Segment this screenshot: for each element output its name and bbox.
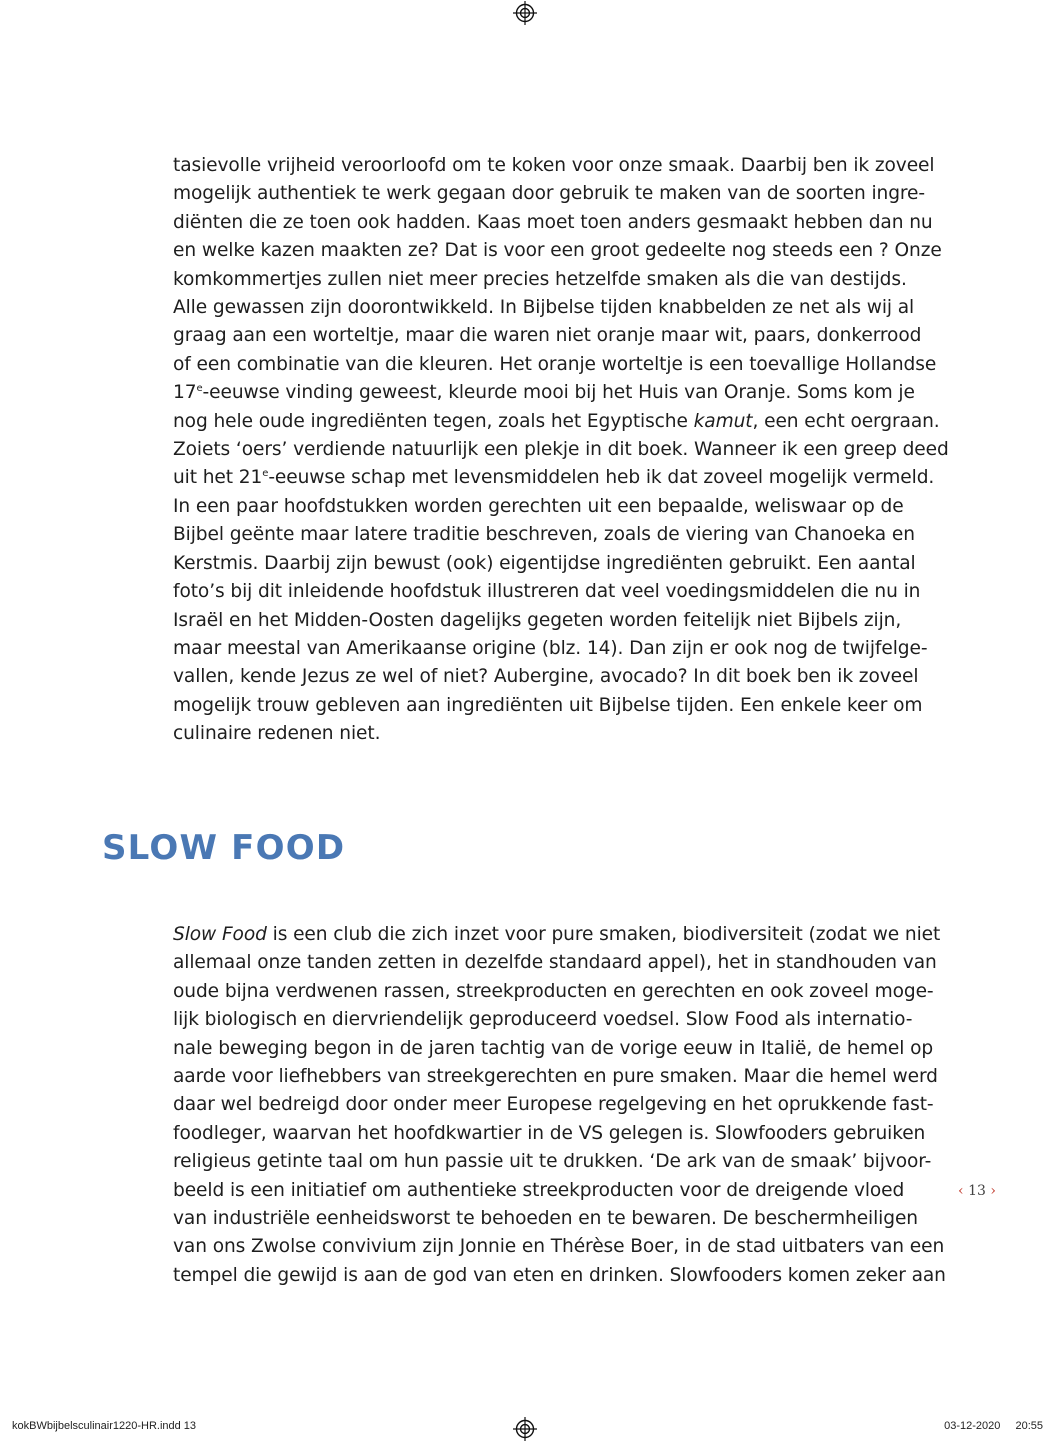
text-line [173, 1177, 905, 1205]
text-line [173, 152, 935, 180]
text-line [173, 493, 904, 521]
text-fragment: Zoiets ‘oers’ verdiende natuurlijk een plekje in dit boek. Wanneer ik een greep deed [173, 439, 949, 461]
registration-mark-icon [512, 1416, 538, 1442]
text-fragment: daar wel bedreigd door onder meer Europese regelgeving en het oprukkende fast- [173, 1094, 934, 1116]
text-line [173, 1091, 934, 1119]
text-line [173, 379, 915, 407]
text-fragment: van industriële eenheidsworst te behoeden en te bewaren. De beschermheiligen [173, 1208, 918, 1230]
slug-filename: kokBWbijbelsculinair1220-HR.indd 13 [12, 1420, 197, 1432]
text-fragment: aarde voor liefhebbers van streekgerechten en pure smaken. Maar die hemel werd [173, 1066, 938, 1088]
text-fragment: , een echt oergraan. [752, 410, 940, 432]
text-fragment: culinaire redenen niet. [173, 723, 381, 745]
text-fragment: is een club die zich inzet voor pure smaken, biodiversiteit (zodat we niet [266, 924, 941, 945]
slug-date: 03-12-2020 [944, 1420, 1001, 1432]
text-fragment: mogelijk authentiek te werk gegaan door gebruik te maken van de soorten ingre- [173, 183, 926, 205]
text-fragment: allemaal onze tanden zetten in dezelfde standaard appel), het in standhouden van [173, 952, 937, 974]
text-line [173, 180, 926, 208]
text-fragment: vallen, kende Jezus ze wel of niet? Aubergine, avocado? In dit boek ben ik zoveel [173, 666, 919, 688]
text-fragment: lijk biologisch en diervriendelijk geproduceerd voedsel. Slow Food als internatio- [173, 1009, 913, 1031]
section-heading: SLOW FOOD [102, 828, 346, 868]
text-line [173, 550, 916, 578]
text-fragment: Alle gewassen zijn doorontwikkeld. In Bijbelse tijden knabbelden ze net als wij al [173, 297, 915, 319]
text-line [173, 1006, 913, 1034]
text-fragment: foodleger, waarvan het hoofdkwartier in de VS gelegen is. Slowfooders gebruiken [173, 1122, 926, 1144]
text-line [173, 1035, 934, 1063]
text-line [173, 351, 937, 379]
text-line [173, 266, 907, 294]
text-fragment: In een paar hoofdstukken worden gerechten uit een bepaalde, weliswaar op de [173, 495, 904, 517]
text-fragment: van ons Zwolse convivium zijn Jonnie en Thérèse Boer, in de stad uitbaters van een [173, 1236, 945, 1258]
slug-datetime [932, 1420, 1043, 1432]
slug-time: 20:55 [1015, 1420, 1043, 1432]
superscript: e [196, 383, 203, 395]
text-line [173, 949, 937, 977]
text-line [173, 1063, 938, 1091]
text-line [173, 1120, 926, 1148]
text-line [173, 521, 915, 549]
text-line [173, 635, 928, 663]
text-fragment: uit het 21 [173, 467, 263, 489]
text-fragment: foto’s bij dit inleidende hoofdstuk illustreren dat veel voedingsmiddelen die nu in [173, 581, 921, 603]
text-fragment: 17 [173, 382, 197, 404]
text-fragment: diënten die ze toen ook hadden. Kaas moet toen anders gesmaakt hebben dan nu [173, 211, 933, 233]
text-fragment: Bijbel geënte maar latere traditie beschreven, zoals de viering van Chanoeka en [173, 524, 915, 546]
text-fragment: en welke kazen maakten ze? Dat is voor een groot gedeelte nog steeds een ? Onze [173, 240, 942, 262]
text-fragment: oude bijna verdwenen rassen, streekproducten en gerechten en ook zoveel moge- [173, 980, 934, 1002]
text-fragment: tasievolle vrijheid veroorloofd om te koken voor onze smaak. Daarbij ben ik zoveel [173, 155, 935, 176]
text-fragment: -eeuwse schap met levensmiddelen heb ik dat zoveel mogelijk vermeld. [268, 467, 935, 489]
slow-food-paragraph [173, 921, 946, 1290]
text-line [173, 1148, 932, 1176]
text-line [173, 294, 915, 322]
text-fragment: Israël en het Midden-Oosten dagelijks gegeten worden feitelijk niet Bijbels zijn, [173, 609, 902, 631]
intro-paragraph [173, 152, 949, 749]
text-fragment: nale beweging begon in de jaren tachtig van de vorige eeuw in Italië, de hemel op [173, 1037, 934, 1059]
text-line [173, 692, 923, 720]
text-line [173, 978, 934, 1006]
italic-term: Slow Food [173, 924, 267, 945]
page-number [958, 1183, 996, 1199]
text-line [173, 663, 919, 691]
text-line [173, 1205, 918, 1233]
folio-open-bracket: ‹ [958, 1183, 964, 1199]
text-line [173, 1233, 945, 1261]
text-fragment: nog hele oude ingrediënten tegen, zoals het Egyptische [173, 410, 694, 432]
text-fragment: tempel die gewijd is aan de god van eten en drinken. Slowfooders komen zeker aan [173, 1264, 946, 1286]
text-line [173, 408, 940, 436]
text-fragment: -eeuwse vinding geweest, kleurde mooi bij het Huis van Oranje. Soms kom je [202, 382, 915, 404]
text-fragment: komkommertjes zullen niet meer precies hetzelfde smaken als die van destijds. [173, 268, 907, 290]
text-line [173, 607, 902, 635]
text-fragment: graag aan een worteltje, maar die waren niet oranje maar wit, paars, donkerrood [173, 325, 922, 347]
text-fragment: religieus getinte taal om hun passie uit te drukken. ‘De ark van de smaak’ bijvoor- [173, 1151, 932, 1173]
superscript: e [262, 468, 269, 480]
text-line [173, 209, 933, 237]
text-line [173, 921, 941, 949]
text-fragment: maar meestal van Amerikaanse origine (blz. 14). Dan zijn er ook nog de twijfelge- [173, 637, 928, 659]
text-line [173, 322, 922, 350]
folio-number: 13 [968, 1183, 986, 1199]
text-fragment: Kerstmis. Daarbij zijn bewust (ook) eigentijdse ingrediënten gebruikt. Een aantal [173, 552, 916, 574]
registration-mark-icon [512, 0, 538, 26]
text-fragment: mogelijk trouw gebleven aan ingrediënten uit Bijbelse tijden. Een enkele keer om [173, 694, 923, 716]
text-line [173, 436, 949, 464]
text-line [173, 578, 921, 606]
text-line [173, 1262, 946, 1290]
text-line [173, 720, 873, 748]
italic-term: kamut [693, 410, 753, 432]
text-line [173, 464, 935, 492]
text-fragment: of een combinatie van die kleuren. Het oranje worteltje is een toevallige Hollandse [173, 353, 937, 375]
text-line [173, 237, 942, 265]
text-fragment: beeld is een initiatief om authentieke streekproducten voor de dreigende vloed [173, 1179, 905, 1201]
folio-close-bracket: › [990, 1183, 996, 1199]
